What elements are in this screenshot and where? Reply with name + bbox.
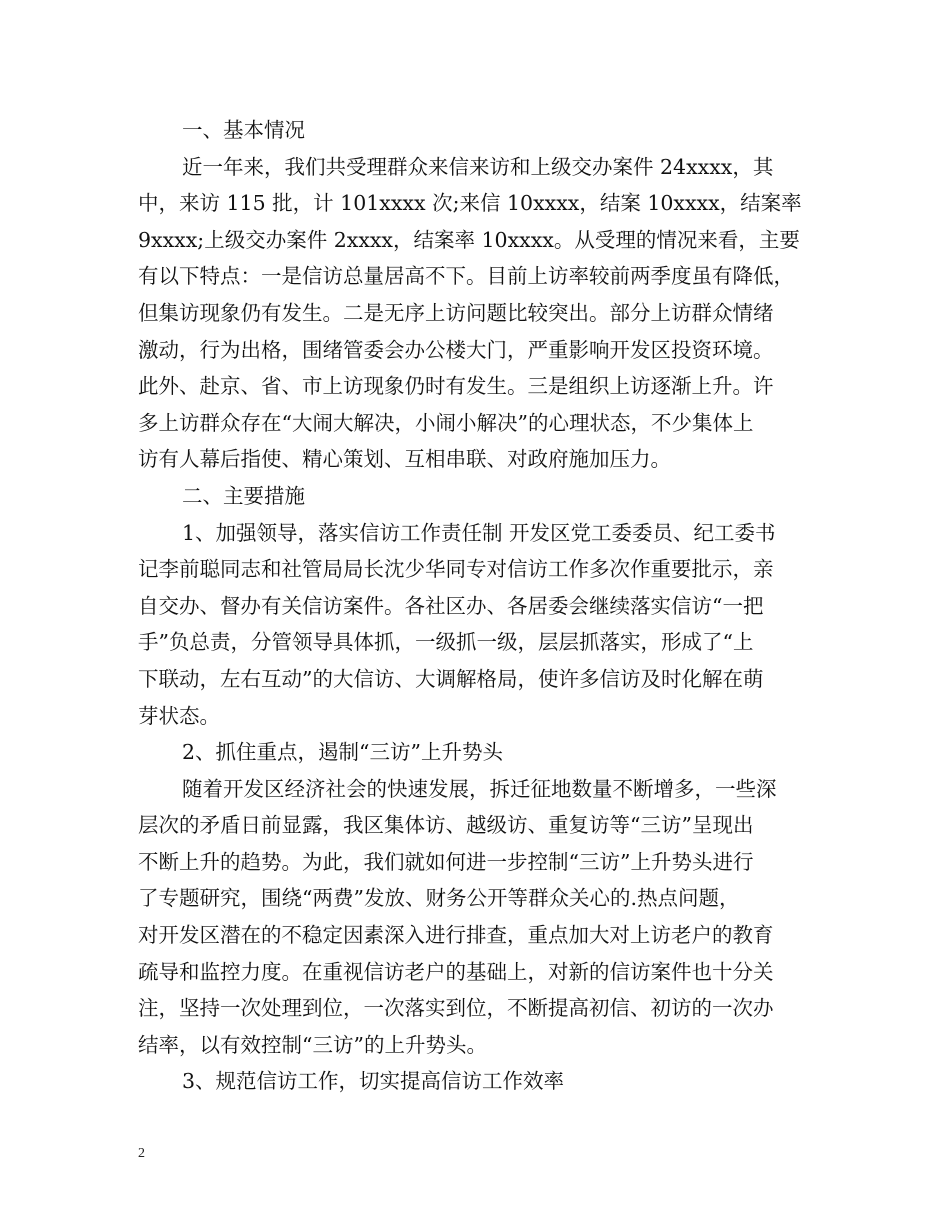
text-line: 对开发区潜在的不稳定因素深入进行排查，重点加大对上访老户的教育 xyxy=(138,923,774,948)
section-heading-basic-situation: 一、基本情况 xyxy=(182,118,305,142)
text-line: 多上访群众存在“大闹大解决，小闹小解决”的心理状态，不少集体上 xyxy=(138,410,754,435)
paragraph-measure-2 xyxy=(138,771,813,1064)
text-line: 手”负总责，分管领导具体抓，一级抓一级，层层抓落实，形成了“上 xyxy=(138,630,754,655)
text-line: 随着开发区经济社会的快速发展，拆迁征地数量不断增多，一些深 xyxy=(182,776,777,801)
text-line: 近一年来，我们共受理群众来信来访和上级交办案件 24xxxx，其 xyxy=(182,154,774,179)
text-line: 激动，行为出格，围绪管委会办公楼大门，严重影响开发区投资环境。 xyxy=(138,337,774,362)
document-body xyxy=(138,112,813,1100)
text-line: 访有人幕后指使、精心策划、互相串联、对政府施加压力。 xyxy=(138,447,671,472)
text-line: 但集访现象仍有发生。二是无序上访问题比较突出。部分上访群众情绪 xyxy=(138,300,774,325)
section-heading-main-measures: 二、主要措施 xyxy=(182,483,305,508)
text-line: 有以下特点：一是信访总量居高不下。目前上访率较前两季度虽有降低， xyxy=(138,264,794,289)
text-line: 1、加强领导，落实信访工作责任制 开发区党工委委员、纪工委书 xyxy=(182,520,776,545)
text-line: 了专题研究，围绕“两费”发放、财务公开等群众关心的.热点问题， xyxy=(138,886,740,911)
page-number: 2 xyxy=(138,1146,145,1161)
text-line: 结率，以有效控制“三访”的上升势头。 xyxy=(138,1032,487,1057)
text-line: 此外、赴京、省、市上访现象仍时有发生。三是组织上访逐渐上升。许 xyxy=(138,374,774,399)
subheading-measure-3: 3、规范信访工作，切实提高信访工作效率 xyxy=(182,1069,565,1094)
text-line: 自交办、督办有关信访案件。各社区办、各居委会继续落实信访“一把 xyxy=(138,593,764,618)
paragraph-basic-situation xyxy=(138,149,813,478)
text-line: 疏导和监控力度。在重视信访老户的基础上，对新的信访案件也十分关 xyxy=(138,959,774,984)
text-line: 9xxxx;上级交办案件 2xxxx，结案率 10xxxx。从受理的情况来看，主要 xyxy=(138,227,800,252)
subheading-measure-2: 2、抓住重点，遏制“三访”上升势头 xyxy=(182,740,504,765)
text-line: 不断上升的趋势。为此，我们就如何进一步控制“三访”上升势头进行 xyxy=(138,849,754,874)
text-line: 层次的矛盾日前显露，我区集体访、越级访、重复访等“三访”呈现出 xyxy=(138,813,754,838)
text-line: 注，坚持一次处理到位，一次落实到位，不断提高初信、初访的一次办 xyxy=(138,996,774,1021)
text-line: 下联动，左右互动”的大信访、大调解格局，使许多信访及时化解在萌 xyxy=(138,666,764,691)
text-line: 记李前聪同志和社管局局长沈少华同专对信访工作多次作重要批示，亲 xyxy=(138,557,774,582)
paragraph-measure-1 xyxy=(138,515,813,735)
text-line: 芽状态。 xyxy=(138,703,220,728)
text-line: 中，来访 115 批，计 101xxxx 次;来信 10xxxx，结案 10xxxx，结案率 xyxy=(138,191,802,216)
